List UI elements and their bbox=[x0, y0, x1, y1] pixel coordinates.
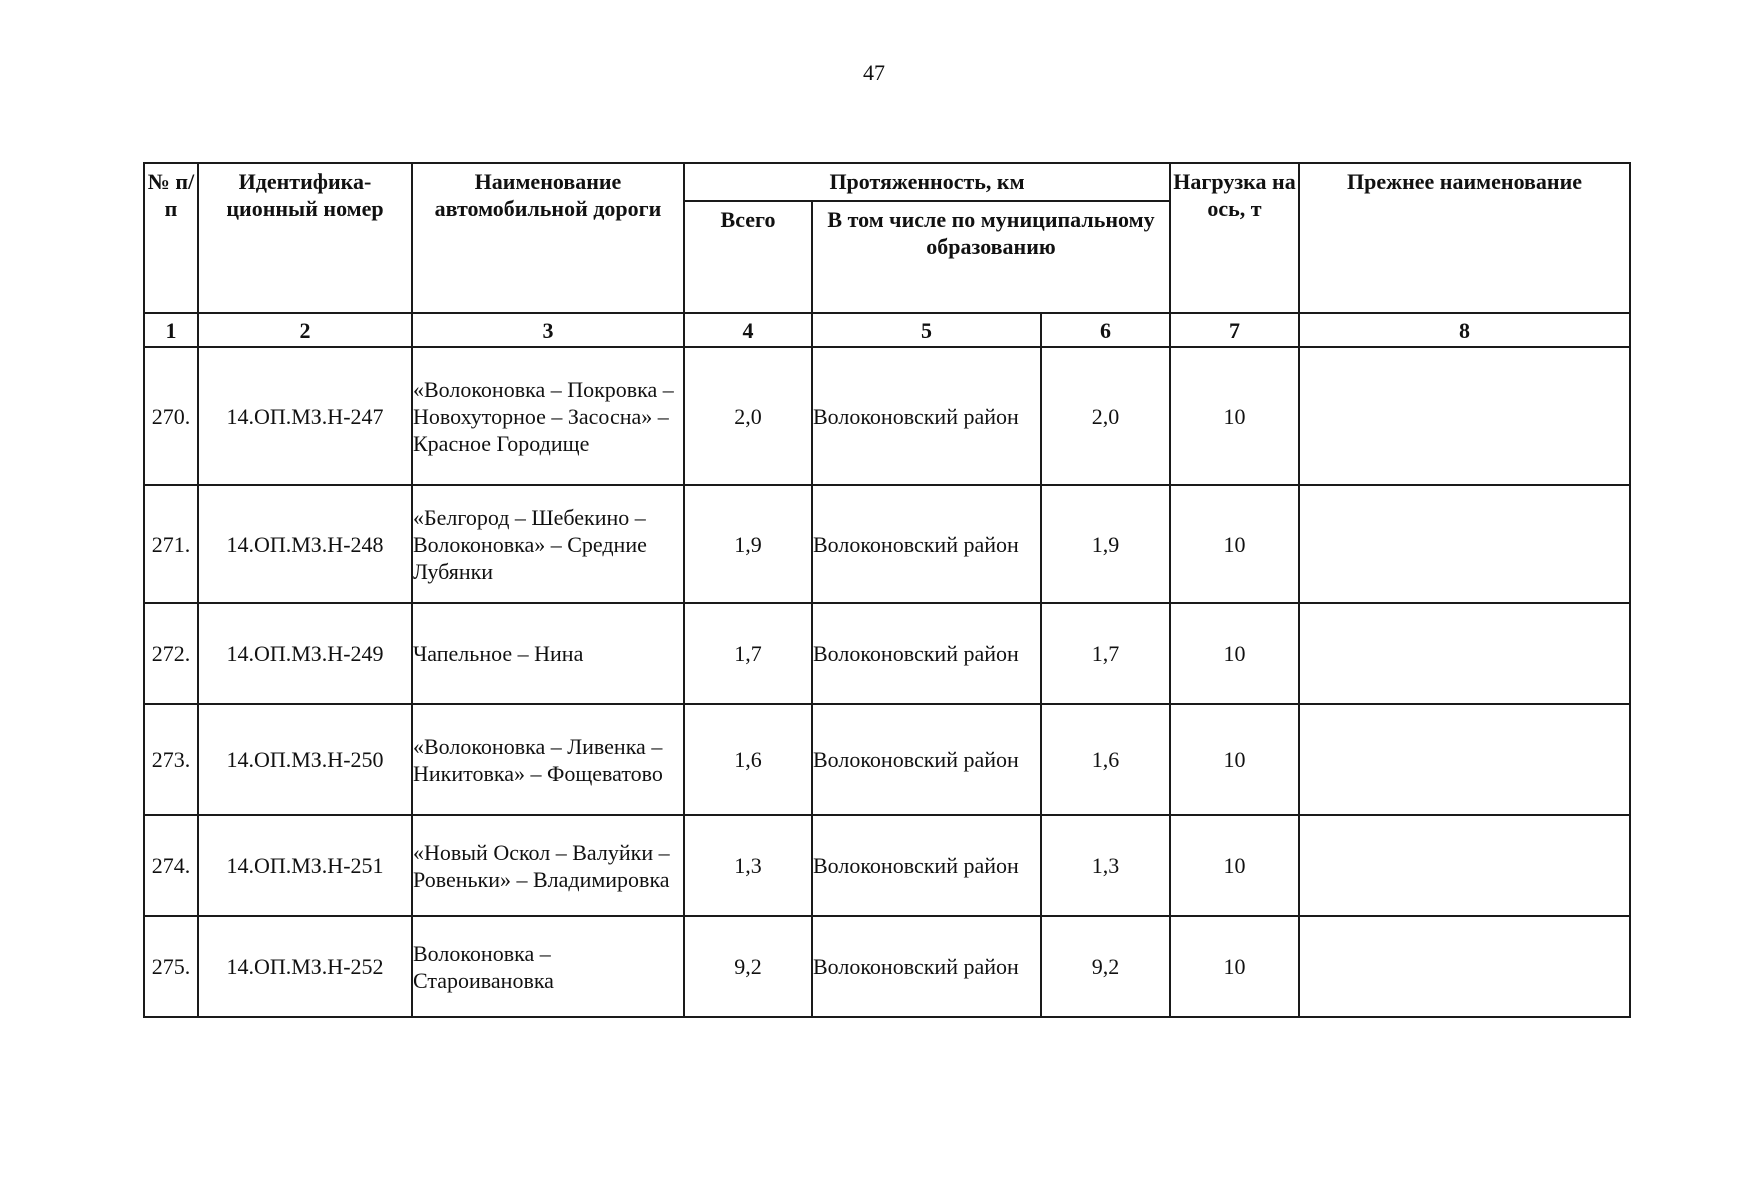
axle-load: 10 bbox=[1170, 815, 1299, 916]
page-number: 47 bbox=[863, 60, 885, 85]
row-number: 274. bbox=[144, 815, 198, 916]
column-numbers-row bbox=[144, 313, 1630, 347]
axle-load: 10 bbox=[1170, 704, 1299, 815]
former-name bbox=[1299, 916, 1630, 1017]
former-name bbox=[1299, 485, 1630, 603]
column-number: 8 bbox=[1299, 313, 1630, 347]
road-name: Волоконовка – Староивановка bbox=[412, 916, 684, 1017]
table-row bbox=[144, 916, 1630, 1017]
road-id: 14.ОП.МЗ.Н-252 bbox=[198, 916, 412, 1017]
road-id: 14.ОП.МЗ.Н-249 bbox=[198, 603, 412, 704]
table-row bbox=[144, 485, 1630, 603]
header-load: Нагрузка на ось, т bbox=[1170, 163, 1299, 313]
column-number: 7 bbox=[1170, 313, 1299, 347]
row-number: 273. bbox=[144, 704, 198, 815]
length-total: 1,3 bbox=[684, 815, 812, 916]
district-length: 9,2 bbox=[1041, 916, 1170, 1017]
district-length: 1,6 bbox=[1041, 704, 1170, 815]
road-name: «Новый Оскол – Валуйки – Ровеньки» – Владимировка bbox=[412, 815, 684, 916]
axle-load: 10 bbox=[1170, 347, 1299, 485]
column-number: 5 bbox=[812, 313, 1041, 347]
row-number: 272. bbox=[144, 603, 198, 704]
axle-load: 10 bbox=[1170, 603, 1299, 704]
length-total: 2,0 bbox=[684, 347, 812, 485]
header-length: Протяженность, км bbox=[684, 163, 1170, 201]
former-name bbox=[1299, 815, 1630, 916]
road-id: 14.ОП.МЗ.Н-251 bbox=[198, 815, 412, 916]
table-row bbox=[144, 704, 1630, 815]
former-name bbox=[1299, 603, 1630, 704]
former-name bbox=[1299, 704, 1630, 815]
header-former: Прежнее наименование bbox=[1299, 163, 1630, 313]
road-name: Чапельное – Нина bbox=[412, 603, 684, 704]
municipal-district: Волоконовский район bbox=[812, 704, 1041, 815]
municipal-district: Волоконовский район bbox=[812, 916, 1041, 1017]
municipal-district: Волоконовский район bbox=[812, 815, 1041, 916]
municipal-district: Волоконовский район bbox=[812, 603, 1041, 704]
header-total: Всего bbox=[684, 201, 812, 313]
municipal-district: Волоконовский район bbox=[812, 347, 1041, 485]
table-row bbox=[144, 603, 1630, 704]
road-name: «Белгород – Шебекино – Волоконовка» – Средние Лубянки bbox=[412, 485, 684, 603]
column-number: 3 bbox=[412, 313, 684, 347]
roads-table bbox=[143, 162, 1631, 1018]
header-num: № п/п bbox=[144, 163, 198, 313]
length-total: 1,6 bbox=[684, 704, 812, 815]
road-id: 14.ОП.МЗ.Н-250 bbox=[198, 704, 412, 815]
row-number: 270. bbox=[144, 347, 198, 485]
district-length: 1,7 bbox=[1041, 603, 1170, 704]
column-number: 2 bbox=[198, 313, 412, 347]
former-name bbox=[1299, 347, 1630, 485]
road-id: 14.ОП.МЗ.Н-248 bbox=[198, 485, 412, 603]
road-name: «Волоконовка – Ливенка – Никитовка» – Фощеватово bbox=[412, 704, 684, 815]
municipal-district: Волоконовский район bbox=[812, 485, 1041, 603]
length-total: 1,7 bbox=[684, 603, 812, 704]
table-row bbox=[144, 347, 1630, 485]
header-name: Наименование автомобильной дороги bbox=[412, 163, 684, 313]
column-number: 1 bbox=[144, 313, 198, 347]
axle-load: 10 bbox=[1170, 916, 1299, 1017]
header-id: Идентифика-ционный номер bbox=[198, 163, 412, 313]
district-length: 2,0 bbox=[1041, 347, 1170, 485]
axle-load: 10 bbox=[1170, 485, 1299, 603]
district-length: 1,9 bbox=[1041, 485, 1170, 603]
column-number: 4 bbox=[684, 313, 812, 347]
district-length: 1,3 bbox=[1041, 815, 1170, 916]
length-total: 1,9 bbox=[684, 485, 812, 603]
column-number: 6 bbox=[1041, 313, 1170, 347]
row-number: 271. bbox=[144, 485, 198, 603]
row-number: 275. bbox=[144, 916, 198, 1017]
road-name: «Волоконовка – Покровка – Новохуторное – Засосна» – Красное Городище bbox=[412, 347, 684, 485]
header-by-municipal: В том числе по муниципальному образованию bbox=[812, 201, 1170, 313]
table-row bbox=[144, 815, 1630, 916]
road-id: 14.ОП.МЗ.Н-247 bbox=[198, 347, 412, 485]
length-total: 9,2 bbox=[684, 916, 812, 1017]
